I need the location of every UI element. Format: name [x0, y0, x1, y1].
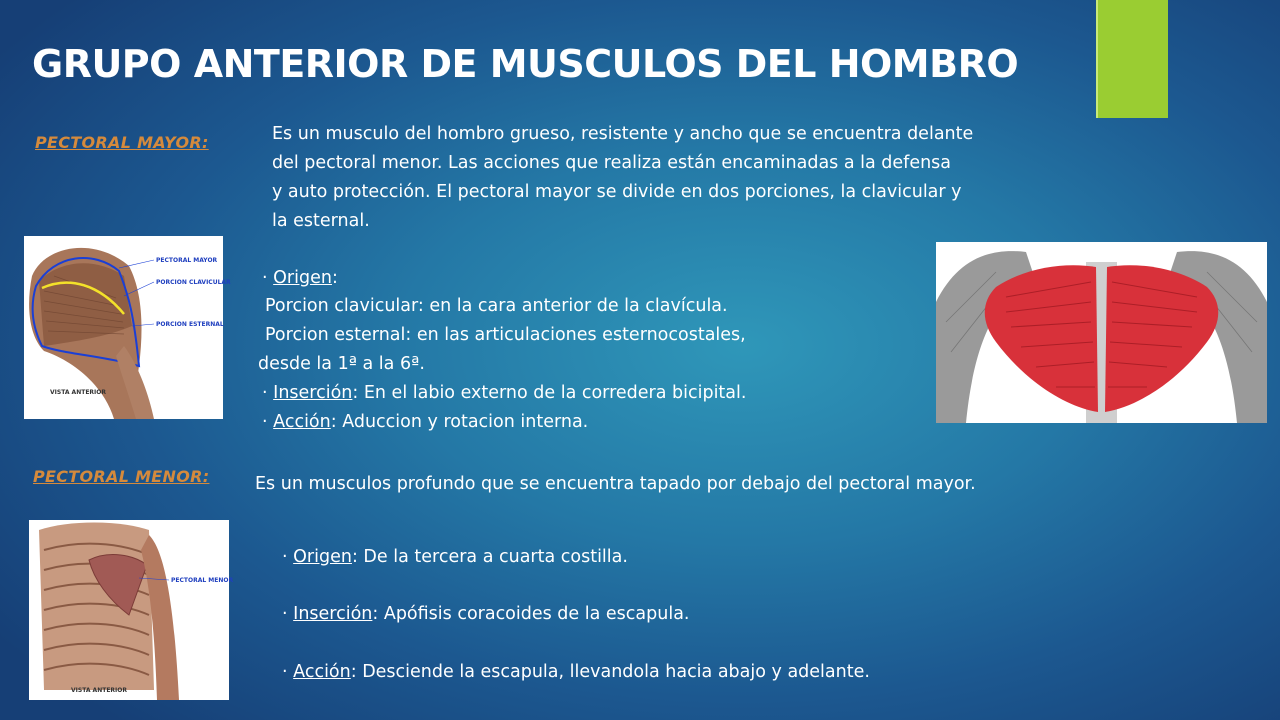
- menor-accion-line: [282, 662, 870, 682]
- origen-clavicular: Porcion clavicular: en la cara anterior de la clavícula.: [265, 296, 728, 316]
- accion-text: : Desciende la escapula, llevandola hacia abajo y adelante.: [350, 662, 870, 682]
- pectoral-menor-label: PECTORAL MENOR:: [33, 467, 210, 486]
- insercion-term: Inserción: [273, 383, 353, 403]
- pectoral-mayor-diagram: [24, 236, 231, 419]
- pectoral-muscles-illustration: [936, 242, 1267, 423]
- accion-line: [262, 412, 588, 432]
- accent-bar: [1096, 0, 1168, 118]
- origen-esternal: Porcion esternal: en las articulaciones esternocostales,: [265, 325, 746, 345]
- bullet: ·: [262, 383, 268, 403]
- accion-term: Acción: [293, 662, 351, 682]
- insercion-line: [262, 383, 746, 403]
- accion-term: Acción: [273, 412, 331, 432]
- description-line: y auto protección. El pectoral mayor se divide en dos porciones, la clavicular y: [272, 182, 962, 202]
- bullet: ·: [282, 662, 288, 682]
- origen-esternal-cont: desde la 1ª a la 6ª.: [258, 354, 425, 374]
- diagram-caption: VISTA ANTERIOR: [50, 389, 106, 396]
- diagram-label: PECTORAL MENOR: [171, 577, 234, 584]
- insercion-text: : En el labio externo de la corredera bicipital.: [352, 383, 747, 403]
- diagram-label: PORCION ESTERNAL: [156, 321, 224, 328]
- bullet: ·: [262, 412, 268, 432]
- insercion-text: : Apófisis coracoides de la escapula.: [372, 604, 690, 624]
- diagram-caption: VISTA ANTERIOR: [71, 687, 127, 694]
- origen-term: Origen: [293, 547, 352, 567]
- diagram-label: PORCION CLAVICULAR: [156, 279, 231, 286]
- colon: :: [331, 268, 338, 288]
- menor-origen-line: [282, 547, 628, 567]
- origen-term: Origen: [273, 268, 332, 288]
- bullet: ·: [262, 268, 268, 288]
- description-line: la esternal.: [272, 211, 370, 231]
- origen-text: : De la tercera a cuarta costilla.: [351, 547, 628, 567]
- pectoral-menor-description: Es un musculos profundo que se encuentra tapado por debajo del pectoral mayor.: [255, 474, 976, 494]
- accion-text: : Aduccion y rotacion interna.: [330, 412, 589, 432]
- insercion-term: Inserción: [293, 604, 373, 624]
- pectoral-menor-diagram: [29, 520, 234, 700]
- description-line: Es un musculo del hombro grueso, resistente y ancho que se encuentra delante: [272, 124, 974, 144]
- slide-title: GRUPO ANTERIOR DE MUSCULOS DEL HOMBRO: [32, 42, 1019, 86]
- diagram-label: PECTORAL MAYOR: [156, 257, 218, 264]
- description-line: del pectoral menor. Las acciones que realiza están encaminadas a la defensa: [272, 153, 952, 173]
- menor-insercion-line: [282, 604, 689, 624]
- origen-heading: [262, 268, 338, 288]
- bullet: ·: [282, 547, 288, 567]
- bullet: ·: [282, 604, 288, 624]
- pectoral-mayor-label: PECTORAL MAYOR:: [35, 133, 209, 152]
